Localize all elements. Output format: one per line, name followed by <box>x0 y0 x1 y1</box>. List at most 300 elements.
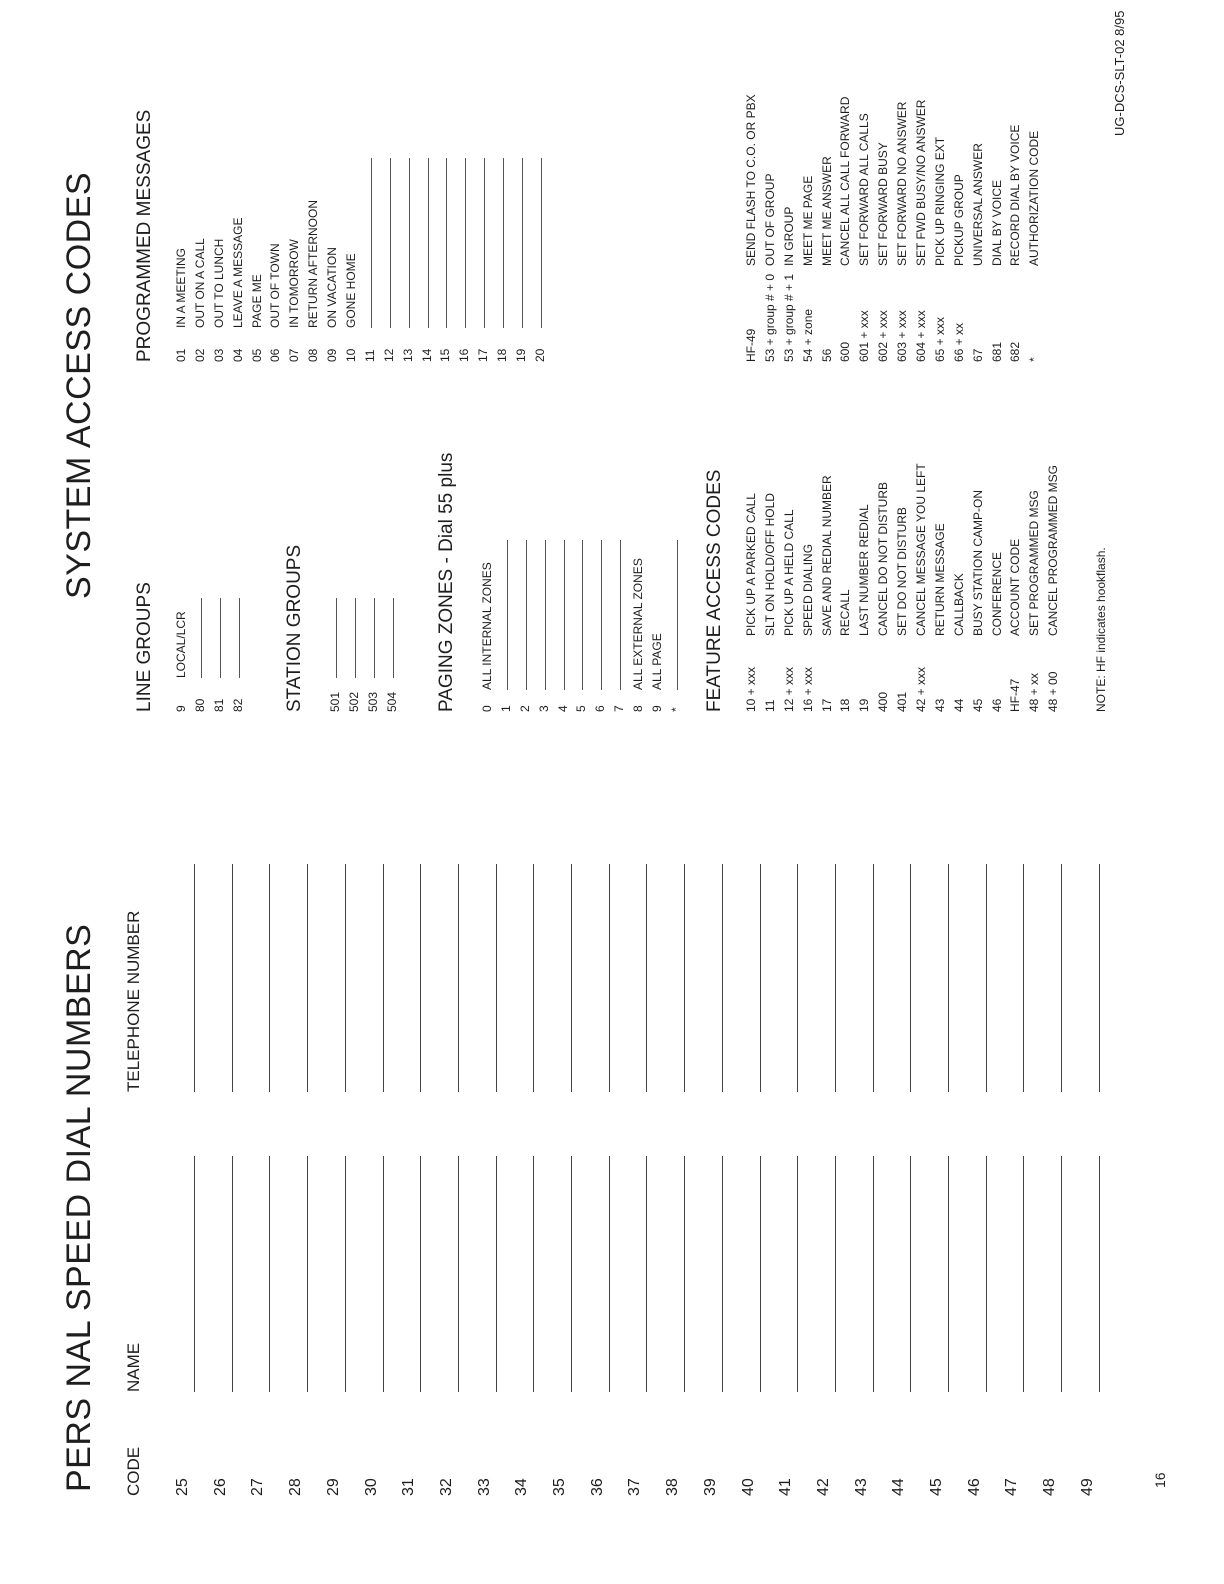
name-blank-line <box>1099 1156 1100 1392</box>
blank-line <box>191 598 202 678</box>
list-label: SET FWD BUSY/NO ANSWER <box>914 99 929 266</box>
blank-line <box>535 540 546 690</box>
telephone-blank-line <box>835 864 836 1092</box>
list-code: 13 <box>400 348 415 362</box>
blank-line <box>610 540 621 690</box>
list-code: 18 <box>838 698 853 712</box>
name-blank-line <box>609 1156 610 1392</box>
list-row <box>326 598 345 712</box>
list-code: 46 <box>989 698 1004 712</box>
blank-line <box>497 540 508 690</box>
name-blank-line <box>496 1156 497 1392</box>
list-label: PAGE ME <box>249 274 264 328</box>
speed-dial-code: 35 <box>551 1478 568 1496</box>
list-row <box>893 94 912 362</box>
list-code: 501 <box>328 691 342 712</box>
list-row <box>572 540 591 712</box>
speed-dial-code: 39 <box>701 1478 719 1496</box>
list-code: 10 + xxx <box>744 666 758 712</box>
telephone-blank-line <box>496 864 497 1092</box>
list-code: 53 + group # + 1 <box>781 273 796 362</box>
programmed-messages-heading: PROGRAMMED MESSAGES <box>134 109 155 362</box>
list-row <box>512 158 531 362</box>
name-blank-line <box>910 1156 911 1392</box>
list-code: 66 + xx <box>951 322 966 362</box>
speed-dial-row <box>1071 24 1107 1584</box>
code-column-header: CODE <box>124 1446 143 1496</box>
blank-line <box>591 540 602 690</box>
list-code: 48 + 00 <box>1046 671 1061 712</box>
list-row <box>361 158 380 362</box>
list-row <box>1044 463 1063 712</box>
list-code: 09 <box>325 348 340 362</box>
list-code: 08 <box>306 348 321 362</box>
list-code: 05 <box>249 348 264 362</box>
list-code: 18 <box>495 348 510 362</box>
list-code: 10 <box>344 348 359 362</box>
list-code: 65 + xxx <box>932 316 947 362</box>
list-row <box>266 158 285 362</box>
list-code: 17 <box>476 348 491 362</box>
list-code: 12 + xxx <box>781 666 796 712</box>
blank-line <box>516 540 527 690</box>
line-groups-list <box>172 598 248 712</box>
list-row <box>535 540 554 712</box>
list-row <box>799 94 818 362</box>
list-label: OUT ON A CALL <box>192 238 207 328</box>
blank-line <box>512 158 523 328</box>
speed-dial-code: 26 <box>211 1478 229 1496</box>
list-row <box>836 463 855 712</box>
speed-dial-code: 38 <box>664 1478 682 1496</box>
list-code: 80 <box>192 698 207 712</box>
list-row <box>364 598 383 712</box>
list-label: RECALL <box>838 589 853 636</box>
name-blank-line <box>1023 1156 1024 1392</box>
list-label: PICK UP A PARKED CALL <box>744 493 758 636</box>
name-blank-line <box>684 1156 685 1392</box>
name-blank-line <box>533 1156 534 1392</box>
name-blank-line <box>571 1156 572 1392</box>
list-code: 14 <box>419 348 434 362</box>
station-groups-heading: STATION GROUPS <box>284 544 305 712</box>
telephone-blank-line <box>1099 864 1100 1092</box>
list-code: 604 + xxx <box>914 310 929 362</box>
list-code: 81 <box>211 698 226 712</box>
list-label: LOCAL/LCR <box>174 611 188 678</box>
blank-line <box>361 158 372 328</box>
list-row <box>950 94 969 362</box>
list-label: OUT OF GROUP <box>762 173 777 266</box>
list-code: 06 <box>268 348 283 362</box>
list-label: OUT OF TOWN <box>268 243 283 328</box>
list-row <box>516 540 535 712</box>
speed-dial-code: 44 <box>890 1478 908 1496</box>
speed-dial-code: 45 <box>928 1478 945 1496</box>
telephone-blank-line <box>797 864 798 1092</box>
telephone-blank-line <box>232 864 233 1092</box>
blank-line <box>326 598 337 678</box>
speed-dial-code: 40 <box>739 1478 757 1496</box>
blank-line <box>667 540 678 690</box>
speed-dial-code: 29 <box>324 1478 342 1496</box>
list-row <box>969 463 988 712</box>
list-label: MEET ME PAGE <box>800 175 815 266</box>
blank-line <box>345 598 356 678</box>
list-row <box>478 540 497 712</box>
name-blank-line <box>760 1156 761 1392</box>
list-label: ALL EXTERNAL ZONES <box>631 558 646 690</box>
list-row <box>629 540 648 712</box>
list-label: CANCEL MESSAGE YOU LEFT <box>914 463 929 636</box>
telephone-blank-line <box>986 864 987 1092</box>
speed-dial-code: 48 <box>1041 1478 1059 1496</box>
list-row <box>969 94 988 362</box>
list-code: 44 <box>951 698 966 712</box>
list-code: 67 <box>970 348 985 362</box>
list-row <box>285 158 304 362</box>
list-row <box>172 598 191 712</box>
line-groups-heading: LINE GROUPS <box>134 582 155 712</box>
name-blank-line <box>797 1156 798 1392</box>
telephone-column-header: TELEPHONE NUMBER <box>124 910 143 1092</box>
telephone-blank-line <box>533 864 534 1092</box>
name-blank-line <box>1061 1156 1062 1392</box>
telephone-blank-line <box>345 864 346 1092</box>
list-code: 600 <box>838 341 853 362</box>
list-code: 02 <box>192 348 207 362</box>
list-code: 53 + group # + 0 <box>762 273 777 362</box>
list-row <box>761 463 780 712</box>
list-row <box>648 540 667 712</box>
list-code: 48 + xx <box>1027 672 1042 712</box>
document-code: UG-DCS-SLT-02 8/95 <box>1112 10 1127 136</box>
blank-line <box>383 598 394 678</box>
list-label: MEET ME ANSWER <box>819 156 834 266</box>
list-label: SPEED DIALING <box>800 543 815 636</box>
list-row <box>855 94 874 362</box>
list-row <box>761 94 780 362</box>
telephone-blank-line <box>269 864 270 1092</box>
list-label: CANCEL DO NOT DISTURB <box>876 481 891 636</box>
list-label: ALL PAGE <box>650 633 665 690</box>
list-code: HF-49 <box>744 328 758 362</box>
list-code: 07 <box>287 348 302 362</box>
personal-speed-dial-title: PERS NAL SPEED DIAL NUMBERS <box>60 923 98 1492</box>
list-label: RECORD DIAL BY VOICE <box>1008 124 1023 266</box>
list-row <box>610 540 629 712</box>
list-label: SLT ON HOLD/OFF HOLD <box>762 493 777 636</box>
telephone-blank-line <box>684 864 685 1092</box>
list-code: 42 + xxx <box>914 666 929 712</box>
list-label: LAST NUMBER REDIAL <box>857 504 872 636</box>
list-row <box>210 158 229 362</box>
list-label: PICKUP GROUP <box>951 174 966 266</box>
list-code: 11 <box>362 349 377 362</box>
speed-dial-code: 47 <box>1003 1478 1021 1496</box>
blank-line <box>380 158 391 328</box>
list-label: RETURN AFTERNOON <box>306 199 321 328</box>
list-code: 4 <box>555 705 570 712</box>
list-code: 5 <box>574 705 589 712</box>
list-row <box>493 158 512 362</box>
list-label: SAVE AND REDIAL NUMBER <box>819 475 834 636</box>
name-blank-line <box>722 1156 723 1392</box>
telephone-blank-line <box>383 864 384 1092</box>
list-code: 54 + zone <box>800 308 815 362</box>
list-label: ACCOUNT CODE <box>1008 538 1023 636</box>
list-row <box>931 463 950 712</box>
telephone-blank-line <box>609 864 610 1092</box>
speed-dial-code: 25 <box>174 1478 191 1496</box>
telephone-blank-line <box>194 864 195 1092</box>
list-row <box>667 540 686 712</box>
speed-dial-row <box>618 24 654 1584</box>
feature-access-codes-heading: FEATURE ACCESS CODES <box>704 469 725 712</box>
blank-line <box>418 158 429 328</box>
list-label: OUT TO LUNCH <box>211 238 226 328</box>
list-label: CANCEL ALL CALL FORWARD <box>838 96 853 266</box>
list-label: PICK UP RINGING EXT <box>932 136 947 266</box>
list-label: LEAVE A MESSAGE <box>230 217 245 328</box>
list-code: 502 <box>346 691 361 712</box>
list-code: 45 <box>970 698 985 712</box>
speed-dial-code: 30 <box>362 1478 380 1496</box>
list-label: UNIVERSAL ANSWER <box>970 143 985 266</box>
speed-dial-code: 41 <box>777 1478 795 1496</box>
list-row <box>780 463 799 712</box>
list-code: 2 <box>517 705 532 712</box>
list-label: ALL INTERNAL ZONES <box>480 562 494 690</box>
list-label: IN A MEETING <box>174 247 188 328</box>
list-label: DIAL BY VOICE <box>989 179 1004 266</box>
list-label: PICK UP A HELD CALL <box>781 509 796 636</box>
list-code: 3 <box>536 705 551 712</box>
list-label: SEND FLASH TO C.O. OR PBX <box>744 94 758 266</box>
list-row <box>323 158 342 362</box>
list-row <box>818 463 837 712</box>
list-code: 601 + xxx <box>857 310 872 362</box>
list-code: 17 <box>819 698 834 712</box>
telephone-blank-line <box>571 864 572 1092</box>
list-code: 19 <box>514 348 529 362</box>
list-code: 56 <box>819 348 834 362</box>
list-code: 603 + xxx <box>895 310 910 362</box>
list-code: 20 <box>532 348 547 362</box>
list-row <box>1025 94 1044 362</box>
telephone-blank-line <box>646 864 647 1092</box>
blank-line <box>399 158 410 328</box>
list-label: CONFERENCE <box>989 551 1004 636</box>
list-label: CANCEL PROGRAMMED MSG <box>1046 465 1061 636</box>
speed-dial-code: 36 <box>588 1478 606 1496</box>
list-row <box>912 94 931 362</box>
list-row <box>229 598 248 712</box>
blank-line <box>436 158 447 328</box>
list-code: 01 <box>174 348 188 362</box>
blank-line <box>572 540 583 690</box>
list-row <box>780 94 799 362</box>
list-row <box>531 158 550 362</box>
station-groups-list <box>326 598 402 712</box>
speed-dial-code: 28 <box>287 1478 305 1496</box>
system-access-codes-title: SYSTEM ACCESS CODES <box>60 171 98 599</box>
list-label: SET DO NOT DISTURB <box>895 507 910 636</box>
list-row <box>931 94 950 362</box>
name-column-header: NAME <box>124 1342 143 1392</box>
list-row <box>345 598 364 712</box>
blank-line <box>474 158 485 328</box>
telephone-blank-line <box>307 864 308 1092</box>
list-label: ON VACATION <box>325 247 340 328</box>
speed-dial-code: 34 <box>513 1478 531 1496</box>
list-row <box>497 540 516 712</box>
list-label: SET FORWARD ALL CALLS <box>857 113 872 266</box>
name-blank-line <box>269 1156 270 1392</box>
name-blank-line <box>458 1156 459 1392</box>
list-row <box>248 158 267 362</box>
speed-dial-code: 46 <box>965 1478 983 1496</box>
blank-line <box>554 540 565 690</box>
list-row <box>172 158 191 362</box>
speed-dial-code: 33 <box>475 1478 493 1496</box>
list-row <box>1006 463 1025 712</box>
telephone-blank-line <box>1023 864 1024 1092</box>
paging-zones-heading: PAGING ZONES - Dial 55 plus <box>436 452 457 712</box>
list-label: IN TOMORROW <box>287 239 302 328</box>
speed-dial-code: 49 <box>1078 1478 1096 1496</box>
speed-dial-code: 42 <box>814 1478 832 1496</box>
list-code: 503 <box>365 691 380 712</box>
blank-line <box>493 158 504 328</box>
telephone-blank-line <box>1061 864 1062 1092</box>
list-code: 504 <box>384 691 399 712</box>
list-code: 19 <box>857 698 872 712</box>
list-row <box>474 158 493 362</box>
list-code: 8 <box>631 705 646 712</box>
name-blank-line <box>873 1156 874 1392</box>
list-row <box>191 598 210 712</box>
list-row <box>836 94 855 362</box>
paging-zones-list <box>478 540 686 712</box>
list-label: SET PROGRAMMED MSG <box>1027 490 1042 636</box>
telephone-blank-line <box>722 864 723 1092</box>
telephone-blank-line <box>458 864 459 1092</box>
telephone-blank-line <box>948 864 949 1092</box>
list-row <box>818 94 837 362</box>
feature-codes-list-left <box>742 463 1063 712</box>
list-code: 681 <box>989 341 1004 362</box>
name-blank-line <box>232 1156 233 1392</box>
list-code: * <box>1027 357 1042 362</box>
list-row <box>988 463 1007 712</box>
name-blank-line <box>646 1156 647 1392</box>
name-blank-line <box>986 1156 987 1392</box>
list-label: CALLBACK <box>951 573 966 636</box>
list-row <box>742 94 761 362</box>
list-code: 16 <box>457 348 472 362</box>
name-blank-line <box>835 1156 836 1392</box>
blank-line <box>531 158 542 328</box>
speed-dial-code: 43 <box>852 1478 870 1496</box>
list-code: 82 <box>230 698 245 712</box>
list-code: 7 <box>612 705 627 712</box>
blank-line <box>455 158 466 328</box>
list-label: GONE HOME <box>344 253 359 328</box>
speed-dial-code: 27 <box>249 1478 267 1496</box>
list-code: 1 <box>498 705 513 712</box>
name-blank-line <box>383 1156 384 1392</box>
list-row <box>1006 94 1025 362</box>
list-code: 43 <box>932 698 947 712</box>
list-row <box>455 158 474 362</box>
list-code: 400 <box>876 691 891 712</box>
name-blank-line <box>345 1156 346 1392</box>
speed-dial-code: 32 <box>437 1478 455 1496</box>
list-code: 6 <box>593 705 608 712</box>
telephone-blank-line <box>873 864 874 1092</box>
list-row <box>799 463 818 712</box>
list-row <box>436 158 455 362</box>
list-label: SET FORWARD BUSY <box>876 142 891 266</box>
speed-dial-row <box>581 24 617 1584</box>
list-label: IN GROUP <box>781 206 796 266</box>
list-label: RETURN MESSAGE <box>932 523 947 636</box>
telephone-blank-line <box>910 864 911 1092</box>
list-label: BUSY STATION CAMP-ON <box>970 489 985 636</box>
list-label: SET FORWARD NO ANSWER <box>895 101 910 266</box>
list-code: * <box>668 707 683 712</box>
list-code: 0 <box>480 705 494 712</box>
name-blank-line <box>420 1156 421 1392</box>
list-code: 602 + xxx <box>876 310 891 362</box>
list-code: 15 <box>438 348 453 362</box>
speed-dial-code: 31 <box>400 1478 418 1496</box>
list-code: 16 + xxx <box>800 666 815 712</box>
list-row <box>399 158 418 362</box>
name-blank-line <box>194 1156 195 1392</box>
list-code: 9 <box>174 705 188 712</box>
list-code: 9 <box>650 705 665 712</box>
list-code: 401 <box>895 691 910 712</box>
list-row <box>874 463 893 712</box>
list-code: 11 <box>762 699 777 712</box>
list-row <box>893 463 912 712</box>
list-row <box>855 463 874 712</box>
list-row <box>383 598 402 712</box>
page-number: 16 <box>1152 1472 1168 1488</box>
telephone-blank-line <box>760 864 761 1092</box>
speed-dial-row <box>656 24 692 1584</box>
list-code: 03 <box>211 348 226 362</box>
list-code: 12 <box>381 348 396 362</box>
list-row <box>191 158 210 362</box>
list-row <box>380 158 399 362</box>
list-row <box>210 598 229 712</box>
telephone-blank-line <box>420 864 421 1092</box>
speed-dial-code: 37 <box>626 1478 644 1496</box>
name-blank-line <box>307 1156 308 1392</box>
list-row <box>988 94 1007 362</box>
list-row <box>591 540 610 712</box>
list-code: 682 <box>1008 341 1023 362</box>
name-blank-line <box>948 1156 949 1392</box>
list-row <box>912 463 931 712</box>
list-row <box>342 158 361 362</box>
hookflash-note: NOTE: HF indicates hookflash. <box>1094 547 1108 712</box>
programmed-messages-list <box>172 158 550 362</box>
list-row <box>554 540 573 712</box>
